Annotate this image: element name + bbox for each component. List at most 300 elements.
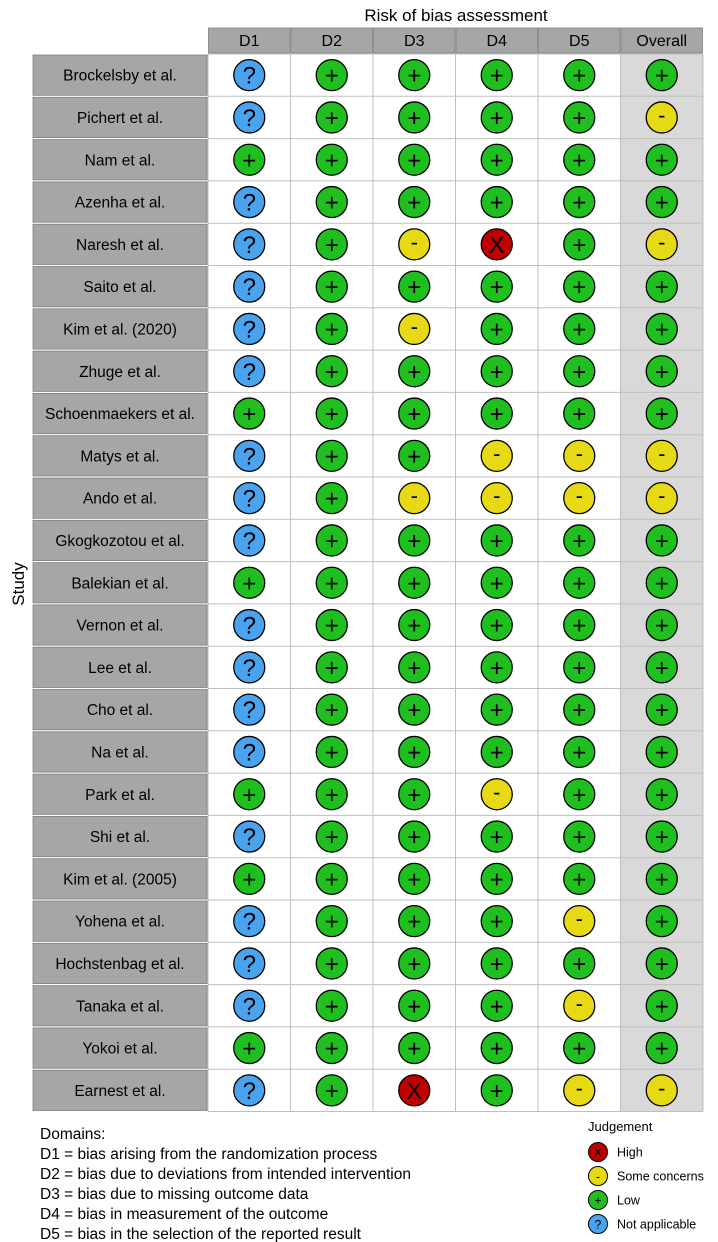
legend-symbol: + [594, 1193, 602, 1208]
judgement-low [564, 1033, 595, 1064]
judgement-symbol: + [407, 62, 422, 90]
judgement-symbol: + [407, 570, 422, 598]
judgement-symbol: - [658, 1075, 666, 1101]
domain-definition: D2 = bias due to deviations from intended intervention [40, 1166, 411, 1183]
judgement-low [316, 102, 347, 133]
judgement-low [316, 652, 347, 683]
judgement-symbol: + [324, 231, 339, 259]
judgement-low [646, 694, 677, 725]
judgement-na [234, 356, 265, 387]
judgement-low [481, 863, 512, 894]
judgement-symbol: + [324, 147, 339, 175]
judgement-na [234, 440, 265, 471]
judgement-symbol: + [324, 485, 339, 513]
judgement-low [316, 525, 347, 556]
judgement-symbol: + [489, 739, 504, 767]
judgement-low [564, 60, 595, 91]
judgement-low [399, 652, 430, 683]
judgement-symbol: + [407, 443, 422, 471]
judgement-symbol: + [407, 781, 422, 809]
judgement-low [316, 567, 347, 598]
judgement-low [564, 525, 595, 556]
judgement-some [399, 483, 430, 514]
judgement-symbol: + [407, 612, 422, 640]
judgement-low [564, 313, 595, 344]
judgement-low [646, 779, 677, 810]
judgement-low [481, 102, 512, 133]
judgement-low [234, 567, 265, 598]
judgement-symbol: ? [242, 231, 256, 259]
judgement-symbol: + [407, 104, 422, 132]
judgement-symbol: + [654, 147, 669, 175]
judgement-symbol: - [575, 440, 583, 466]
judgement-na [234, 948, 265, 979]
legend-item-na [589, 1215, 697, 1234]
judgement-symbol: + [654, 739, 669, 767]
judgement-low [481, 652, 512, 683]
judgement-low [316, 483, 347, 514]
judgement-symbol: + [407, 908, 422, 936]
judgement-low [646, 313, 677, 344]
judgement-low [564, 356, 595, 387]
judgement-low [646, 863, 677, 894]
judgement-symbol: X [488, 231, 505, 259]
judgement-symbol: - [493, 779, 501, 805]
judgement-low [399, 736, 430, 767]
study-label: Shi et al. [89, 829, 151, 847]
judgement-low [481, 187, 512, 218]
judgement-symbol: - [575, 1075, 583, 1101]
judgement-low [316, 821, 347, 852]
judgement-low [234, 779, 265, 810]
judgement-symbol: + [654, 316, 669, 344]
legend-item-some [589, 1167, 704, 1186]
judgement-na [234, 906, 265, 937]
judgement-symbol: ? [242, 739, 256, 767]
study-label: Schoenmaekers et al. [45, 406, 195, 424]
column-header-d1: D1 [239, 33, 260, 50]
judgement-some [481, 440, 512, 471]
judgement-low [316, 440, 347, 471]
judgement-symbol: + [572, 612, 587, 640]
judgement-some [646, 102, 677, 133]
judgement-low [481, 1033, 512, 1064]
judgement-low [481, 313, 512, 344]
judgement-symbol: + [654, 358, 669, 386]
judgement-low [646, 1033, 677, 1064]
judgement-low [316, 779, 347, 810]
judgement-symbol: ? [242, 950, 256, 978]
judgement-low [564, 187, 595, 218]
judgement-symbol: + [654, 189, 669, 217]
judgement-symbol: + [489, 570, 504, 598]
study-label: Kim et al. (2005) [63, 871, 177, 889]
judgement-symbol: ? [242, 62, 256, 90]
judgement-symbol: + [489, 189, 504, 217]
judgement-low [646, 821, 677, 852]
study-label: Ando et al. [82, 490, 158, 508]
judgement-na [234, 525, 265, 556]
judgement-low [564, 610, 595, 641]
judgement-low [234, 144, 265, 175]
judgement-symbol: - [410, 483, 418, 509]
judgement-symbol: + [572, 1035, 587, 1063]
judgement-symbol: + [654, 1035, 669, 1063]
judgement-low [481, 398, 512, 429]
judgement-symbol: + [324, 274, 339, 302]
judgement-symbol: + [324, 1035, 339, 1063]
judgement-low [316, 313, 347, 344]
judgement-low [646, 187, 677, 218]
judgement-low [646, 525, 677, 556]
judgement-low [564, 948, 595, 979]
judgement-low [481, 948, 512, 979]
judgement-symbol: + [654, 527, 669, 555]
judgement-low [564, 144, 595, 175]
judgement-low [564, 736, 595, 767]
judgement-symbol: + [242, 570, 257, 598]
judgement-symbol: + [572, 358, 587, 386]
study-label: Yohena et al. [75, 913, 165, 931]
domain-definition: D5 = bias in the selection of the reported result [40, 1226, 361, 1242]
judgement-some [646, 440, 677, 471]
judgement-symbol: + [489, 401, 504, 429]
judgement-symbol: + [572, 231, 587, 259]
study-label: Park et al. [85, 786, 155, 804]
judgement-low [234, 1033, 265, 1064]
judgement-na [234, 60, 265, 91]
judgement-symbol: - [493, 483, 501, 509]
column-header-d3: D3 [404, 33, 425, 50]
judgement-low [399, 779, 430, 810]
judgement-symbol: + [324, 781, 339, 809]
judgement-na [234, 483, 265, 514]
judgement-low [399, 271, 430, 302]
judgement-na [234, 271, 265, 302]
legend-symbol: ? [594, 1217, 602, 1232]
judgement-low [646, 567, 677, 598]
legend-symbol: X [593, 1145, 603, 1160]
judgement-symbol: + [572, 570, 587, 598]
judgement-symbol: + [572, 401, 587, 429]
judgement-na [234, 652, 265, 683]
judgement-low [399, 694, 430, 725]
study-label: Saito et al. [83, 279, 157, 297]
judgement-some [399, 229, 430, 260]
study-label: Na et al. [91, 744, 149, 762]
judgement-symbol: + [324, 62, 339, 90]
judgement-symbol: + [654, 950, 669, 978]
judgement-symbol: + [407, 147, 422, 175]
judgement-symbol: + [242, 147, 257, 175]
judgement-symbol: + [654, 62, 669, 90]
study-label: Cho et al. [86, 702, 154, 720]
judgement-symbol: ? [242, 654, 256, 682]
judgement-symbol: + [407, 697, 422, 725]
judgement-low [399, 610, 430, 641]
study-label: Balekian et al. [71, 575, 169, 593]
judgement-symbol: - [575, 990, 583, 1016]
judgement-low [646, 271, 677, 302]
judgement-low [564, 779, 595, 810]
judgement-symbol: - [658, 102, 666, 128]
study-label: Gkogkozotou et al. [55, 532, 185, 550]
judgement-low [234, 863, 265, 894]
study-label: Matys et al. [80, 448, 160, 466]
judgement-symbol: - [575, 483, 583, 509]
judgement-symbol: + [572, 274, 587, 302]
judgement-symbol: + [572, 316, 587, 344]
legend-label: High [617, 1145, 643, 1160]
judgement-low [316, 60, 347, 91]
judgement-symbol: + [654, 993, 669, 1021]
judgement-symbol: + [489, 908, 504, 936]
judgement-symbol: + [407, 274, 422, 302]
judgement-symbol: + [324, 612, 339, 640]
column-header-d5: D5 [569, 33, 590, 50]
judgement-symbol: + [654, 781, 669, 809]
legend-item-low [589, 1191, 641, 1210]
study-label: Brockelsby et al. [63, 67, 177, 85]
judgement-symbol: + [572, 739, 587, 767]
judgement-low [646, 356, 677, 387]
judgement-some [564, 440, 595, 471]
judgement-symbol: - [410, 229, 418, 255]
judgement-symbol: + [324, 824, 339, 852]
judgement-low [481, 990, 512, 1021]
judgement-symbol: + [572, 189, 587, 217]
judgement-low [481, 271, 512, 302]
judgement-symbol: + [324, 570, 339, 598]
column-header-d2: D2 [321, 33, 342, 50]
judgement-symbol: + [407, 401, 422, 429]
judgement-low [481, 144, 512, 175]
judgement-symbol: + [489, 358, 504, 386]
judgement-low [646, 906, 677, 937]
judgement-symbol: - [658, 483, 666, 509]
judgement-low [234, 398, 265, 429]
judgement-symbol: + [324, 316, 339, 344]
legend-symbol: - [596, 1169, 600, 1184]
judgement-some [564, 1075, 595, 1106]
study-label: Tanaka et al. [76, 998, 164, 1016]
judgement-low [316, 271, 347, 302]
judgement-symbol: + [654, 401, 669, 429]
domains-heading: Domains: [40, 1126, 106, 1143]
judgement-symbol: + [489, 612, 504, 640]
judgement-low [646, 736, 677, 767]
judgement-low [646, 990, 677, 1021]
judgement-low [481, 1075, 512, 1106]
judgement-symbol: + [407, 824, 422, 852]
column-header-d4: D4 [486, 33, 507, 50]
judgement-symbol: + [572, 824, 587, 852]
judgement-symbol: ? [242, 104, 256, 132]
judgement-symbol: X [406, 1077, 423, 1105]
judgement-low [399, 906, 430, 937]
judgement-high [481, 229, 512, 260]
domain-definition: D3 = bias due to missing outcome data [40, 1186, 309, 1203]
chart-title: Risk of bias assessment [364, 6, 548, 25]
judgement-symbol: + [407, 358, 422, 386]
judgement-symbol: ? [242, 274, 256, 302]
judgement-low [481, 60, 512, 91]
judgement-low [399, 948, 430, 979]
judgement-some [564, 990, 595, 1021]
study-label: Zhuge et al. [79, 363, 161, 381]
judgement-symbol: + [324, 739, 339, 767]
judgement-low [481, 525, 512, 556]
judgement-symbol: ? [242, 189, 256, 217]
judgement-low [646, 60, 677, 91]
judgement-symbol: + [407, 866, 422, 894]
judgement-symbol: + [489, 950, 504, 978]
judgement-some [481, 483, 512, 514]
judgement-symbol: + [489, 1077, 504, 1105]
judgement-symbol: + [572, 654, 587, 682]
judgement-na [234, 229, 265, 260]
study-label: Vernon et al. [76, 617, 164, 635]
judgement-symbol: ? [242, 993, 256, 1021]
judgement-low [399, 60, 430, 91]
judgement-low [399, 821, 430, 852]
judgement-symbol: + [489, 654, 504, 682]
judgement-symbol: + [242, 401, 257, 429]
study-label: Naresh et al. [76, 236, 164, 254]
judgement-symbol: + [572, 950, 587, 978]
judgement-low [399, 356, 430, 387]
judgement-low [316, 229, 347, 260]
judgement-low [646, 610, 677, 641]
judgement-symbol: ? [242, 612, 256, 640]
study-label: Pichert et al. [76, 109, 164, 127]
judgement-symbol: + [324, 993, 339, 1021]
study-label: Kim et al. (2020) [63, 321, 177, 339]
judgement-low [316, 1075, 347, 1106]
judgement-some [646, 483, 677, 514]
judgement-some [646, 229, 677, 260]
judgement-low [316, 990, 347, 1021]
judgement-low [481, 821, 512, 852]
judgement-low [399, 525, 430, 556]
judgement-symbol: ? [242, 908, 256, 936]
judgement-symbol: + [489, 993, 504, 1021]
judgement-symbol: + [324, 443, 339, 471]
judgement-symbol: + [489, 62, 504, 90]
judgement-symbol: + [654, 866, 669, 894]
judgement-high [399, 1075, 430, 1106]
study-label: Hochstenbag et al. [55, 955, 185, 973]
judgement-some [564, 483, 595, 514]
judgement-low [481, 356, 512, 387]
judgement-symbol: + [489, 147, 504, 175]
judgement-symbol: + [407, 739, 422, 767]
judgement-symbol: ? [242, 443, 256, 471]
judgement-low [481, 610, 512, 641]
judgement-na [234, 187, 265, 218]
judgement-low [399, 863, 430, 894]
judgement-na [234, 694, 265, 725]
judgement-symbol: + [572, 781, 587, 809]
judgement-symbol: + [489, 104, 504, 132]
judgement-low [316, 610, 347, 641]
domain-definition: D1 = bias arising from the randomization process [40, 1146, 378, 1163]
judgement-symbol: + [324, 866, 339, 894]
judgement-na [234, 610, 265, 641]
judgement-some [481, 779, 512, 810]
judgement-symbol: + [489, 1035, 504, 1063]
judgement-symbol: + [324, 1077, 339, 1105]
judgement-some [399, 313, 430, 344]
judgement-symbol: + [407, 654, 422, 682]
judgement-symbol: ? [242, 824, 256, 852]
judgement-na [234, 102, 265, 133]
study-label: Yokoi et al. [82, 1040, 158, 1058]
judgement-low [564, 567, 595, 598]
judgement-symbol: + [407, 1035, 422, 1063]
judgement-symbol: + [654, 274, 669, 302]
judgement-symbol: + [407, 189, 422, 217]
judgement-low [316, 1033, 347, 1064]
judgement-symbol: - [575, 906, 583, 932]
judgement-low [646, 948, 677, 979]
judgement-symbol: + [489, 527, 504, 555]
judgement-low [646, 652, 677, 683]
judgement-some [564, 906, 595, 937]
judgement-symbol: ? [242, 697, 256, 725]
judgement-low [481, 736, 512, 767]
judgement-symbol: + [572, 697, 587, 725]
judgement-symbol: + [654, 654, 669, 682]
judgement-symbol: + [324, 654, 339, 682]
legend-label: Not applicable [617, 1217, 697, 1232]
judgement-low [399, 398, 430, 429]
judgement-low [481, 694, 512, 725]
judgement-low [646, 398, 677, 429]
legend-label: Low [617, 1193, 640, 1208]
judgement-symbol: + [572, 62, 587, 90]
judgement-low [316, 863, 347, 894]
judgement-symbol: + [654, 570, 669, 598]
judgement-low [316, 187, 347, 218]
judgement-symbol: - [658, 229, 666, 255]
judgement-symbol: + [324, 189, 339, 217]
judgement-low [399, 440, 430, 471]
judgement-symbol: + [407, 993, 422, 1021]
judgement-low [316, 948, 347, 979]
judgement-low [564, 821, 595, 852]
judgement-na [234, 821, 265, 852]
judgement-na [234, 736, 265, 767]
judgement-symbol: + [572, 527, 587, 555]
judgement-low [564, 652, 595, 683]
judgement-na [234, 313, 265, 344]
judgement-low [316, 736, 347, 767]
judgement-na [234, 1075, 265, 1106]
judgement-low [564, 271, 595, 302]
judgement-symbol: ? [242, 527, 256, 555]
judgement-low [316, 906, 347, 937]
study-label: Azenha et al. [74, 194, 166, 212]
legend-title: Judgement [588, 1119, 653, 1134]
judgement-low [564, 694, 595, 725]
judgement-low [399, 990, 430, 1021]
judgement-low [316, 398, 347, 429]
judgement-symbol: ? [242, 1077, 256, 1105]
judgement-symbol: + [324, 697, 339, 725]
judgement-some [646, 1075, 677, 1106]
judgement-symbol: ? [242, 485, 256, 513]
